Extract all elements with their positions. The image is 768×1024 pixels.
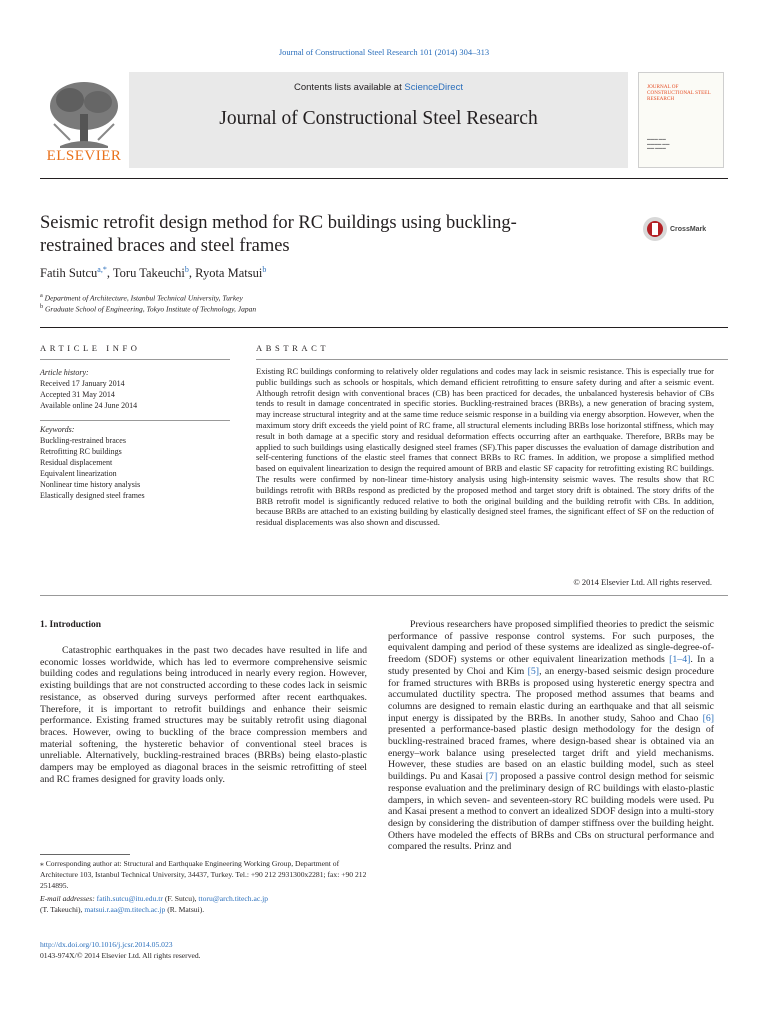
keyword-item: Retrofitting RC buildings <box>40 447 122 456</box>
body-text: Previous researchers have proposed simplified theories to predict the seismic performance of passive response control systems. For such purposes, the equivalent damping and period of these systems are idealized as single-degree-of-freedom (SDOF) systems or other equivalent linearization methods <box>388 619 714 666</box>
email-label: E-mail addresses: <box>40 894 95 903</box>
keyword-item: Equivalent linearization <box>40 469 117 478</box>
abstract-bottom-rule <box>40 595 728 596</box>
author-mark[interactable]: b <box>262 265 267 274</box>
affiliation-text: Department of Architecture, Istanbul Technical University, Turkey <box>44 293 243 303</box>
affiliation-mark: a <box>40 292 43 299</box>
keywords-rule <box>40 420 230 421</box>
crossmark-label[interactable]: CrossMark <box>670 226 707 233</box>
body-paragraph-col2 <box>388 619 714 853</box>
article-history <box>40 367 240 411</box>
author-separator: , <box>106 266 113 281</box>
intro-paragraph: Catastrophic earthquakes in the past two decades have resulted in life and economic losses worldwide, which has led to evermore comprehensive seismic building codes and regulations being introduced in nearly every region. However, existing buildings that are not constructed according to these codes lack in seismic resistance, as observed during surveys performed after recent earthquakes. Therefore, it is important to retrofit buildings and enhance their seismic performance. Existing framed structures may be suitably retrofit using diagonal braces. However, owing to buckling of the brace compression members and material softening, the hysteretic behavior of conventional steel braces is unreliable. Alternatively, buckling-restrained braces (BRBs) being elasto-plastic dampers may be employed as diagonal braces in the seismic retrofitting of steel and RC frames designed for gravity loads only. <box>40 645 367 785</box>
affiliation <box>40 292 243 303</box>
history-item: Received 17 January 2014 <box>40 379 125 388</box>
citation-link[interactable]: [7] <box>485 771 498 783</box>
cover-title: JOURNAL OF CONSTRUCTIONAL STEEL RESEARCH <box>647 84 711 102</box>
article-info-heading: ARTICLE INFO <box>40 343 141 353</box>
email-owner: (T. Takeuchi), <box>40 905 85 914</box>
affiliation-mark: b <box>40 303 44 310</box>
history-label: Article history: <box>40 368 89 377</box>
cover-details: ▬▬▬ ▬▬ ▬▬▬▬ ▬▬ ▬▬ ▬▬▬ <box>647 137 670 151</box>
section-rule <box>40 327 728 328</box>
journal-title: Journal of Constructional Steel Research <box>219 108 538 129</box>
author-name: Fatih Sutcu <box>40 266 98 281</box>
email-owner: (R. Matsui). <box>165 905 205 914</box>
email-owner: (F. Sutcu), <box>162 894 199 903</box>
history-item: Accepted 31 May 2014 <box>40 390 115 399</box>
contents-prefix: Contents lists available at <box>294 82 405 93</box>
abstract-copyright: © 2014 Elsevier Ltd. All rights reserved. <box>573 577 712 587</box>
corresponding-author-note: ⁎ Corresponding author at: Structural and Earthquake Engineering Working Group, Department of Architecture 103, Istanbul Technical University, 34437, Turkey. Tel.: +90 212 2931300x2281; fax: +90 212 2514895. <box>40 859 367 890</box>
email-link[interactable]: fatih.sutcu@itu.edu.tr <box>96 894 163 903</box>
citation-link[interactable]: [5] <box>527 665 540 677</box>
journal-citation[interactable]: Journal of Constructional Steel Research 101 (2014) 304–313 <box>278 47 490 57</box>
body-text: , an energy-based seismic design procedure for framed structures with BRBs is proposed using hysteretic energy spectra and accumulated ductility spectra. The proposed method assumes that beams and columns are designed to remain elastic during an earthquake and that all seismic input energy is dissipated by the BRBs. In another study, Sahoo and Chao <box>388 665 714 724</box>
email-addresses <box>40 893 367 915</box>
citation-link[interactable]: [1–4] <box>669 654 691 666</box>
abstract-rule <box>256 359 728 360</box>
affiliation <box>40 303 256 314</box>
keywords-list <box>40 424 240 501</box>
doi-link[interactable]: http://dx.doi.org/10.1016/j.jcsr.2014.05.023 <box>40 940 173 949</box>
crossmark-icon[interactable] <box>642 216 668 244</box>
body-text: presented a performance-based plastic design methodology for the design of buckling-restrained braced frames, where design-based shear is obtained via an energy–work balance using preselected target drift and yield mechanisms. However, these studies are based on an elastic building model, such as steel buildings. Pu and Kasai <box>388 724 714 783</box>
citation-link[interactable]: [6] <box>702 712 714 724</box>
keyword-item: Buckling-restrained braces <box>40 436 126 445</box>
abstract-text: Existing RC buildings conforming to relatively older regulations and codes may lack in seismic resistance. This is especially true for public buildings such as schools or hospitals, which demand efficient retrofitting to ensure safety during and after a seismic event. Although retrofit design with conventional braces (CB) has been practiced for decades, the unbalanced hysteresis behavior of CBs tends to result in damage concentrated in specific stories. Buckling-restrained braces (BRBs), a new generation of bracing system, may increase structural integrity and at the same time reduce seismic response in a building via energy absorption. However, when the maximum story drift exceeds the yield point of RC frame, all structural elements including BRBs lose horizontal stiffness, which may result in both damage at a specific story and residual deformation effects occurring after an earthquake. Therefore, BRBs may be applied to such buildings using elastically designed steel frames (SF).This paper discusses the evaluation of damage distribution and self-centering functions of the elastic steel frames that connect BRBs to RC frames. In addition, we propose a simplified method based on equivalent linearization to design the required amount of BRB and elastic SF capacity for retrofitting existing RC buildings. The results were confirmed by non-linear time-history analysis using high-intensity seismic waves. The results show that RC buildings retrofit with BRBs respond as predicted by the proposed method and target story drift is obtained. The story drifts of the BRB retrofit model is significantly reduced relative to both the original building and the building retrofit with CBs. In addition, because BRBs are attached to an existing building by elastically designed steel frames, the significant effect of SF on the reduction of residual displacements was also shown and discussed. <box>256 366 714 528</box>
article-info-rule <box>40 359 230 360</box>
author-list <box>40 265 266 281</box>
journal-cover-thumbnail[interactable] <box>638 72 724 168</box>
keywords-label: Keywords: <box>40 425 75 434</box>
issn-line: 0143-974X/© 2014 Elsevier Ltd. All rights reserved. <box>40 951 201 960</box>
header-rule <box>40 178 728 179</box>
body-text: . In a study presented by Choi and Kim <box>388 654 714 677</box>
author-name: Ryota Matsui <box>195 266 263 281</box>
contents-line <box>129 82 628 93</box>
footnote-rule <box>40 854 130 855</box>
section-heading: 1. Introduction <box>40 620 102 630</box>
email-link[interactable]: matsui.r.aa@m.titech.ac.jp <box>84 905 166 914</box>
article-title: Seismic retrofit design method for RC buildings using buckling-restrained braces and steel frames <box>40 213 517 257</box>
abstract-heading: ABSTRACT <box>256 343 330 353</box>
elsevier-wordmark: ELSEVIER <box>46 148 122 164</box>
author-name: Toru Takeuchi <box>112 266 185 281</box>
keyword-item: Residual displacement <box>40 458 113 467</box>
body-text: proposed a passive control design method for seismic response evaluation and the preliminary design of RC buildings with elasto-plastic dampers, in which seven- and seventeen-story RC building models were used. Pu and Kasai present a method to convert an idealized SDOF design into a multi-story design by considering the distribution of damper stiffness over the building height. Others have modeled the effects of BRBs and CBs on structural performance and compared the results. Prinz and <box>388 771 714 853</box>
author-mark[interactable]: a,* <box>97 265 107 274</box>
author-separator: , <box>188 266 196 281</box>
keyword-item: Nonlinear time history analysis <box>40 480 141 489</box>
affiliation-text: Graduate School of Engineering, Tokyo Institute of Technology, Japan <box>45 304 257 314</box>
email-link[interactable]: ttoru@arch.titech.ac.jp <box>198 894 269 903</box>
author-mark[interactable]: b <box>184 265 189 274</box>
sciencedirect-link[interactable]: ScienceDirect <box>404 82 463 93</box>
history-item: Available online 24 June 2014 <box>40 401 138 410</box>
keyword-item: Elastically designed steel frames <box>40 491 145 500</box>
